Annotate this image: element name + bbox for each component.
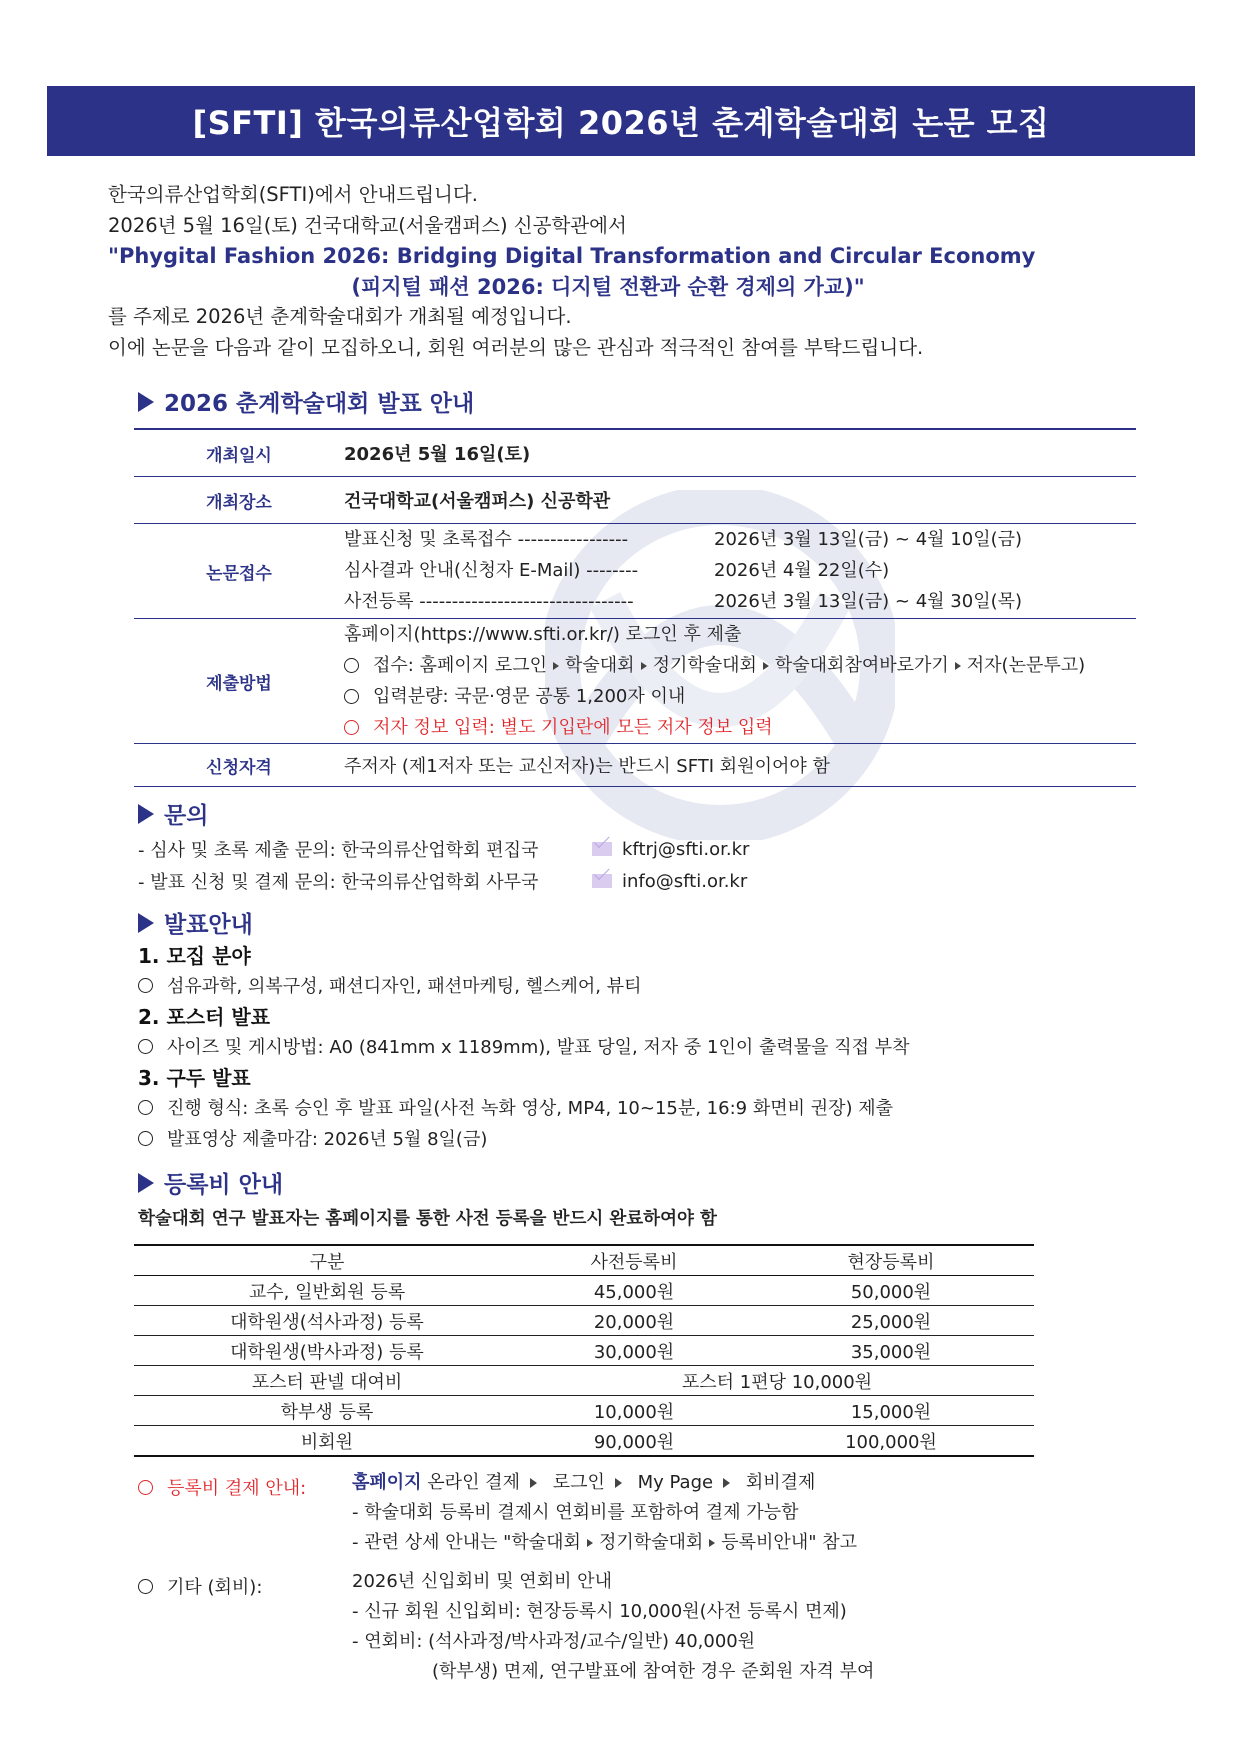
fee-row	[134, 1396, 1034, 1426]
arrow-icon	[955, 662, 961, 670]
fee-cell: 대학원생(박사과정) 등록	[134, 1336, 520, 1366]
other-body	[352, 1567, 874, 1687]
info-label: 제출방법	[206, 673, 272, 694]
fee-cell: 50,000원	[748, 1276, 1034, 1306]
theme-title-ko: (피지털 패션 2026: 디지털 전환과 순환 경제의 가교)"	[351, 274, 865, 299]
arrow-icon	[723, 1478, 730, 1488]
payment-body	[352, 1468, 857, 1558]
fee-cell: 100,000원	[748, 1426, 1034, 1457]
other-line: - 신규 회원 신입회비: 현장등록시 10,000원(사전 등록시 면제)	[352, 1601, 847, 1622]
section-heading-presentation	[138, 906, 253, 939]
intro-line: 한국의류산업학회(SFTI)에서 안내드립니다.	[108, 183, 478, 206]
info-label: 논문접수	[206, 563, 272, 584]
fee-cell: 35,000원	[748, 1336, 1034, 1366]
other-label: 기타 (회비):	[138, 1573, 262, 1599]
email-link[interactable]: info@sfti.or.kr	[622, 870, 748, 892]
other-line: 2026년 신입회비 및 연회비 안내	[352, 1571, 612, 1592]
arrow-icon	[553, 662, 559, 670]
section-heading-label: 문의	[164, 803, 209, 829]
triangle-icon	[138, 392, 154, 412]
payment-line: - 관련 상세 안내는 "학술대회 정기학술대회 등록비안내" 참고	[352, 1532, 857, 1553]
payment-path: 홈페이지 온라인 결제 로그인 My Page 회비결제	[352, 1472, 816, 1493]
fee-note: 학술대회 연구 발표자는 홈페이지를 통한 사전 등록을 반드시 완료하여야 함	[138, 1209, 717, 1229]
envelope-icon	[592, 874, 612, 888]
method-homepage: 홈페이지(https://www.sfti.or.kr/) 로그인 후 제출	[344, 624, 742, 645]
arrow-icon	[709, 1539, 715, 1547]
bullet-item: 섬유과학, 의복구성, 패션디자인, 패션마케팅, 헬스케어, 뷰티	[138, 972, 642, 998]
inquiry-item: - 심사 및 초록 제출 문의: 한국의류산업학회 편집국 kftrj@sfti.or.kr	[138, 838, 750, 861]
info-table	[134, 428, 1136, 787]
fee-cell: 25,000원	[748, 1306, 1034, 1336]
arrow-icon	[763, 662, 769, 670]
submission-row: 발표신청 및 초록접수 ----------------- 2026년 3월 13일(금) ~ 4월 10일(금)	[344, 529, 1023, 550]
circle-bullet-icon	[138, 1039, 153, 1054]
fee-row	[134, 1426, 1034, 1457]
info-row-method	[134, 619, 1136, 744]
section-heading-fees	[138, 1166, 283, 1199]
fee-cell: 포스터 1편당 10,000원	[520, 1366, 1034, 1396]
circle-bullet-icon	[138, 978, 153, 993]
fee-table	[134, 1244, 1034, 1457]
fee-cell: 10,000원	[520, 1396, 748, 1426]
subsection-title: 2. 포스터 발표	[138, 1005, 271, 1029]
arrow-icon	[641, 662, 647, 670]
fee-cell: 45,000원	[520, 1276, 748, 1306]
circle-bullet-icon	[344, 658, 359, 673]
info-label: 개최일시	[206, 445, 272, 466]
info-value: 2026년 5월 16일(토)	[344, 444, 531, 465]
fee-cell: 학부생 등록	[134, 1396, 520, 1426]
other-line: - 연회비: (석사과정/박사과정/교수/일반) 40,000원	[352, 1631, 756, 1652]
fee-row	[134, 1366, 1034, 1396]
info-row-date	[134, 430, 1136, 477]
triangle-icon	[138, 913, 154, 933]
method-author-notice: 저자 정보 입력: 별도 기입란에 모든 저자 정보 입력	[344, 712, 1136, 743]
triangle-icon	[138, 804, 154, 824]
info-label: 신청자격	[206, 757, 272, 778]
info-label: 개최장소	[206, 492, 272, 513]
circle-bullet-icon	[138, 1131, 153, 1146]
fee-header: 현장등록비	[748, 1245, 1034, 1276]
fee-cell: 15,000원	[748, 1396, 1034, 1426]
inquiry-item: - 발표 신청 및 결제 문의: 한국의류산업학회 사무국 info@sfti.or.kr	[138, 870, 748, 893]
circle-bullet-icon	[138, 1100, 153, 1115]
theme-title-en: "Phygital Fashion 2026: Bridging Digital Transformation and Circular Economy	[108, 244, 1036, 268]
other-line: (학부생) 면제, 연구발표에 참여한 경우 준회원 자격 부여	[432, 1661, 875, 1682]
circle-bullet-icon	[344, 689, 359, 704]
section-heading-inquiry	[138, 797, 208, 830]
submission-row: 심사결과 안내(신청자 E-Mail) -------- 2026년 4월 22일(수)	[344, 560, 890, 581]
intro	[108, 180, 1148, 363]
arrow-icon	[615, 1478, 622, 1488]
fee-row	[134, 1306, 1034, 1336]
intro-line: 2026년 5월 16일(토) 건국대학교(서울캠퍼스) 신공학관에서	[108, 213, 627, 237]
info-row-qualification	[134, 744, 1136, 787]
fee-cell: 교수, 일반회원 등록	[134, 1276, 520, 1306]
section-heading-info	[138, 385, 474, 418]
fee-cell: 30,000원	[520, 1336, 748, 1366]
subsection-title: 1. 모집 분야	[138, 944, 251, 968]
bullet-item: 사이즈 및 게시방법: A0 (841mm x 1189mm), 발표 당일, 저자 중 1인이 출력물을 직접 부착	[138, 1033, 910, 1059]
info-value: 주저자 (제1저자 또는 교신저자)는 반드시 SFTI 회원이어야 함	[344, 756, 830, 777]
fee-header: 사전등록비	[520, 1245, 748, 1276]
envelope-icon	[592, 842, 612, 856]
intro-line: 를 주제로 2026년 춘계학술대회가 개최될 예정입니다.	[108, 305, 572, 328]
fee-cell: 20,000원	[520, 1306, 748, 1336]
fee-header-row	[134, 1245, 1034, 1276]
bullet-item: 발표영상 제출마감: 2026년 5월 8일(금)	[138, 1125, 487, 1151]
fee-header: 구분	[134, 1245, 520, 1276]
section-heading-label: 발표안내	[164, 912, 253, 938]
info-row-submission	[134, 524, 1136, 619]
payment-label: 등록비 결제 안내:	[138, 1474, 306, 1500]
bullet-item: 진행 형식: 초록 승인 후 발표 파일(사전 녹화 영상, MP4, 10~15분, 16:9 화면비 권장) 제출	[138, 1094, 893, 1120]
info-value: 건국대학교(서울캠퍼스) 신공학관	[344, 491, 611, 512]
fee-row	[134, 1336, 1034, 1366]
triangle-icon	[138, 1173, 154, 1193]
arrow-icon	[530, 1478, 537, 1488]
section-heading-label: 등록비 안내	[164, 1172, 284, 1198]
email-link[interactable]: kftrj@sfti.or.kr	[622, 838, 750, 860]
subsection-title: 3. 구두 발표	[138, 1066, 251, 1090]
circle-bullet-icon	[138, 1480, 153, 1495]
intro-line: 이에 논문을 다음과 같이 모집하오니, 회원 여러분의 많은 관심과 적극적인 참여를 부탁드립니다.	[108, 335, 924, 359]
method-length: 입력분량: 국문·영문 공통 1,200자 이내	[344, 681, 1136, 712]
method-path: 접수: 홈페이지 로그인 학술대회 정기학술대회 학술대회참여바로가기 저자(논문투고)	[344, 650, 1136, 681]
submission-row: 사전등록 --------------------------------- 2026년 3월 13일(금) ~ 4월 30일(목)	[344, 591, 1023, 612]
page-title: [SFTI] 한국의류산업학회 2026년 춘계학술대회 논문 모집	[47, 86, 1195, 156]
circle-bullet-icon	[138, 1579, 153, 1594]
payment-line: - 학술대회 등록비 결제시 연회비를 포함하여 결제 가능함	[352, 1502, 799, 1523]
fee-cell: 포스터 판넬 대여비	[134, 1366, 520, 1396]
fee-cell: 90,000원	[520, 1426, 748, 1457]
fee-cell: 대학원생(석사과정) 등록	[134, 1306, 520, 1336]
fee-cell: 비회원	[134, 1426, 520, 1457]
fee-row	[134, 1276, 1034, 1306]
circle-bullet-icon	[344, 720, 359, 735]
info-row-venue	[134, 477, 1136, 524]
arrow-icon	[587, 1539, 593, 1547]
section-heading-label: 2026 춘계학술대회 발표 안내	[164, 391, 475, 417]
info-value	[344, 619, 1136, 743]
info-value	[344, 524, 1136, 618]
